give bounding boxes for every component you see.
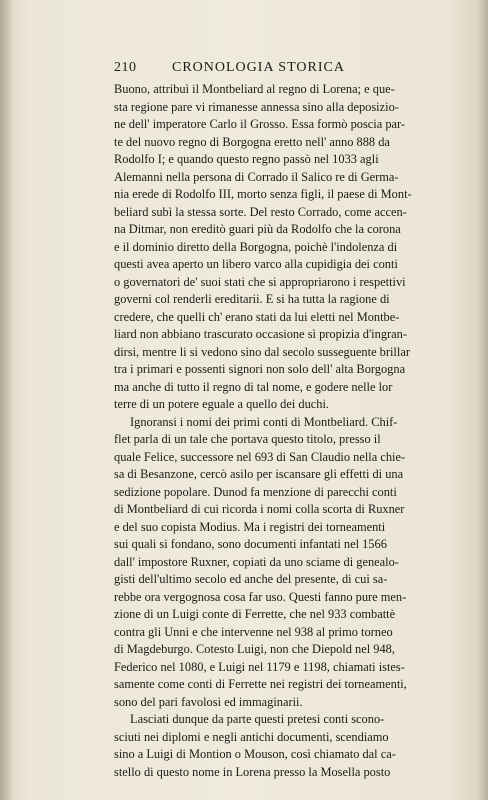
paragraph-end-line: sono del pari favolosi ed immaginarii. <box>114 694 303 709</box>
text-line: e del suo copista Modius. Ma i registri dei torneamenti <box>114 519 386 534</box>
text-line: questi avea aperto un libero varco alla cupidigia dei conti <box>114 257 398 271</box>
text-line: contra gli Unni e che intervenne nel 938 al primo torneo <box>114 624 393 639</box>
page-edge <box>478 0 488 800</box>
text-line: flet parla di un tale che portava questo titolo, presso il <box>114 432 381 446</box>
text-line: e il dominio diretto della Borgogna, poichè l'indolenza di <box>114 239 398 254</box>
text-line: sui quali si fondano, sono documenti infantati nel 1566 <box>114 537 387 551</box>
running-title: CRONOLOGIA STORICA <box>172 60 345 75</box>
text-line: tra i primari e possenti signori non solo dell' alta Borgogna <box>114 362 406 376</box>
text-line: dall' impostore Ruxner, copiati da uno sciame di genealo- <box>114 554 399 569</box>
text-line: Rodolfo I; e quando questo regno passò nel 1033 agli <box>114 152 379 166</box>
text-line: beliard subì la stessa sorte. Del resto Corrado, come accen- <box>114 204 407 219</box>
paragraph-start-line: Ignoransi i nomi dei primi conti di Montbeliard. Chif- <box>130 414 398 429</box>
text-line: sciuti nei diplomi e negli antichi documenti, scendiamo <box>114 729 389 744</box>
text-line: sta regione pare vi rimanesse annessa sino alla deposizio- <box>114 99 399 114</box>
text-line: dirsi, mentre li si vedono sino dal secolo susseguente brillar <box>114 344 410 359</box>
paragraph-end-line: terre di un potere eguale a quello dei duchi. <box>114 397 330 411</box>
text-line: Federico nel 1080, e Luigi nel 1179 e 1198, chiamati istes- <box>114 659 405 674</box>
text-line: gisti dell'ultimo secolo ed anche del presente, di cui sa- <box>114 572 388 586</box>
text-line: na Ditmar, non ereditò guari più da Rodolfo che la corona <box>114 222 401 236</box>
running-head <box>114 60 362 80</box>
text-line: quale Felice, successore nel 693 di San Claudio nella chie- <box>114 449 406 464</box>
text-line: zione di un Luigi conte di Ferrette, che nel 933 combattè <box>114 607 396 621</box>
text-line: sino a Luigi di Montion o Mouson, così chiamato dal ca- <box>114 747 396 761</box>
text-line: governi col renderli ereditarii. E si ha tutta la ragione di <box>114 292 390 306</box>
text-line: Alemanni nella persona di Corrado il Salico re di Germa- <box>114 169 399 184</box>
text-line: samente come conti di Ferrette nei registri dei torneamenti, <box>114 677 407 691</box>
page-number: 210 <box>114 60 137 75</box>
text-line: credere, che quelli ch' erano stati da lui eletti nel Montbe- <box>114 309 400 324</box>
text-line: liard non abbiano trascurato occasione sì propizia d'ingran- <box>114 327 407 341</box>
text-line: o governatori de' suoi stati che si appropriarono i respettivi <box>114 274 406 289</box>
text-line: di Magdeburgo. Cotesto Luigi, non che Diepold nel 948, <box>114 642 395 656</box>
body-text <box>114 81 412 781</box>
text-line: rebbe ora vergognosa cosa far uso. Questi fanno pure men- <box>114 589 407 604</box>
text-line: te del nuovo regno di Borgogna eretto nell' anno 888 da <box>114 134 390 149</box>
text-line: sedizione popolare. Dunod fa menzione di parecchi conti <box>114 484 397 499</box>
text-line: ma anche di tutto il regno di tal nome, e godere nelle lor <box>114 379 393 394</box>
paragraph-start-line: Lasciati dunque da parte questi pretesi conti scono- <box>130 712 385 726</box>
text-line: ne dell' imperatore Carlo il Grosso. Essa formò poscia par- <box>114 117 406 131</box>
text-line: di Montbeliard di cui ricorda i nomi colla scorta di Ruxner <box>114 502 405 516</box>
text-line: stello di questo nome in Lorena presso la Mosella posto <box>114 764 391 779</box>
text-line: Buono, attribuì il Montbeliard al regno di Lorena; e que- <box>114 82 395 96</box>
binding-shadow <box>0 0 14 800</box>
text-line: nia erede di Rodolfo III, morto senza figli, il paese di Mont- <box>114 187 412 201</box>
text-line: sa di Besanzone, cercò asilo per iscansare gli effetti di una <box>114 467 404 481</box>
